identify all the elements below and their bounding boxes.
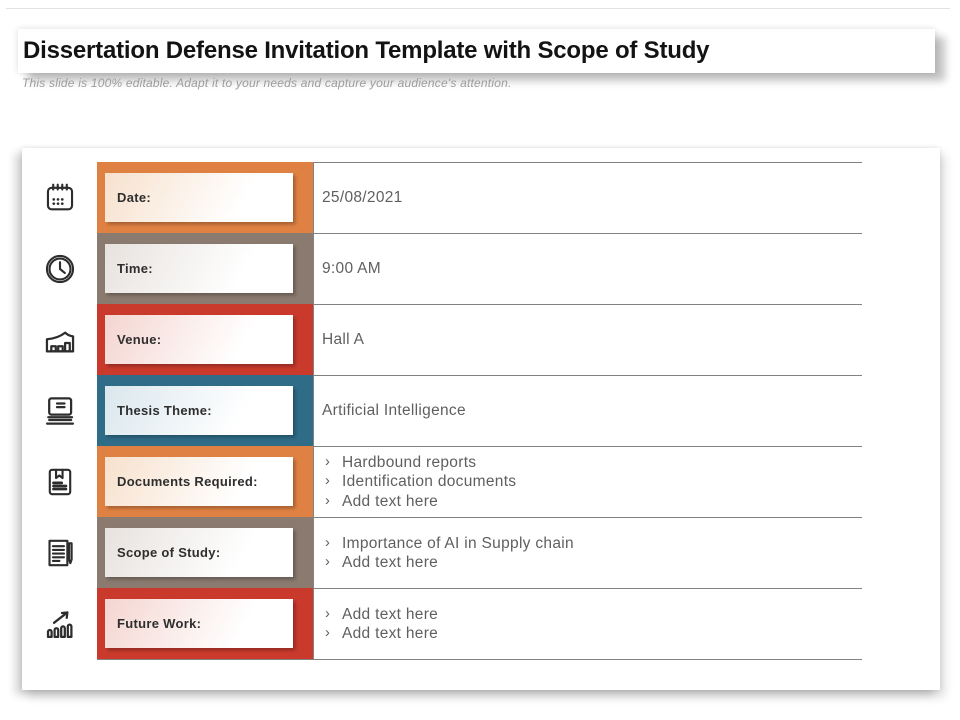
title-bar — [18, 29, 935, 73]
bullet-text: Add text here — [342, 625, 439, 642]
row-value: Hall A — [322, 331, 365, 348]
page-title: Dissertation Defense Invitation Template with Scope of Study — [23, 37, 710, 64]
row-value-cell — [313, 233, 862, 304]
bullet-text: Identification documents — [342, 473, 517, 491]
row-label: Documents Required: — [117, 474, 258, 489]
table-row-time — [22, 233, 862, 304]
bullet-text: Add text here — [342, 605, 439, 623]
bullet-text: Add text here — [342, 554, 439, 571]
bullet-line — [322, 605, 862, 625]
row-label: Date: — [117, 190, 152, 205]
bullet-marker: › — [325, 473, 330, 490]
table-row-date — [22, 162, 862, 233]
table-row-future-work — [22, 588, 862, 659]
table-bottom-line — [97, 659, 862, 660]
row-value-cell — [313, 446, 862, 517]
table-row-scope-of-study — [22, 517, 862, 588]
clock-icon — [22, 233, 97, 304]
bullet-line — [322, 624, 862, 644]
content-panel — [22, 148, 940, 690]
row-label-band — [97, 233, 313, 304]
growth-chart-icon — [22, 588, 97, 659]
bullet-marker: › — [325, 605, 330, 622]
row-value: 9:00 AM — [322, 260, 381, 277]
bullet-line — [322, 553, 862, 573]
table-row-documents-required — [22, 446, 862, 517]
bullet-marker: › — [325, 534, 330, 551]
row-label-band — [97, 517, 313, 588]
bullet-marker: › — [325, 492, 330, 509]
bullet-text: Add text here — [342, 492, 439, 510]
book-icon — [22, 375, 97, 446]
calendar-icon — [22, 162, 97, 233]
row-label: Thesis Theme: — [117, 403, 212, 418]
top-divider — [6, 8, 950, 9]
row-value: Artificial Intelligence — [322, 402, 466, 419]
row-value-cell — [313, 375, 862, 446]
row-value-cell — [313, 517, 862, 588]
bullet-marker: › — [325, 625, 330, 641]
auditorium-icon — [22, 304, 97, 375]
row-value-cell — [313, 304, 862, 375]
row-value: 25/08/2021 — [322, 189, 403, 206]
news-report-icon — [22, 517, 97, 588]
table-row-thesis-theme — [22, 375, 862, 446]
row-label-band — [97, 375, 313, 446]
column-divider — [313, 162, 314, 659]
bullet-text: Hardbound reports — [342, 453, 477, 471]
bullet-marker: › — [325, 453, 330, 470]
row-label-band — [97, 162, 313, 233]
row-value-cell — [313, 162, 862, 233]
bullet-marker: › — [325, 554, 330, 570]
row-value-cell — [313, 588, 862, 659]
row-label: Future Work: — [117, 616, 202, 631]
row-label-band — [97, 446, 313, 517]
bullet-line — [322, 472, 862, 492]
info-table — [22, 162, 862, 659]
row-label: Venue: — [117, 332, 162, 347]
row-label: Scope of Study: — [117, 545, 221, 560]
row-label-band — [97, 304, 313, 375]
bullet-line — [322, 453, 862, 473]
bullet-line — [322, 534, 862, 554]
table-row-venue — [22, 304, 862, 375]
bookmark-book-icon — [22, 446, 97, 517]
bullet-line — [322, 492, 862, 512]
row-label-band — [97, 588, 313, 659]
row-label: Time: — [117, 261, 153, 276]
slide-subtitle: This slide is 100% editable. Adapt it to your needs and capture your audience's attention. — [22, 76, 512, 90]
bullet-text: Importance of AI in Supply chain — [342, 534, 574, 552]
